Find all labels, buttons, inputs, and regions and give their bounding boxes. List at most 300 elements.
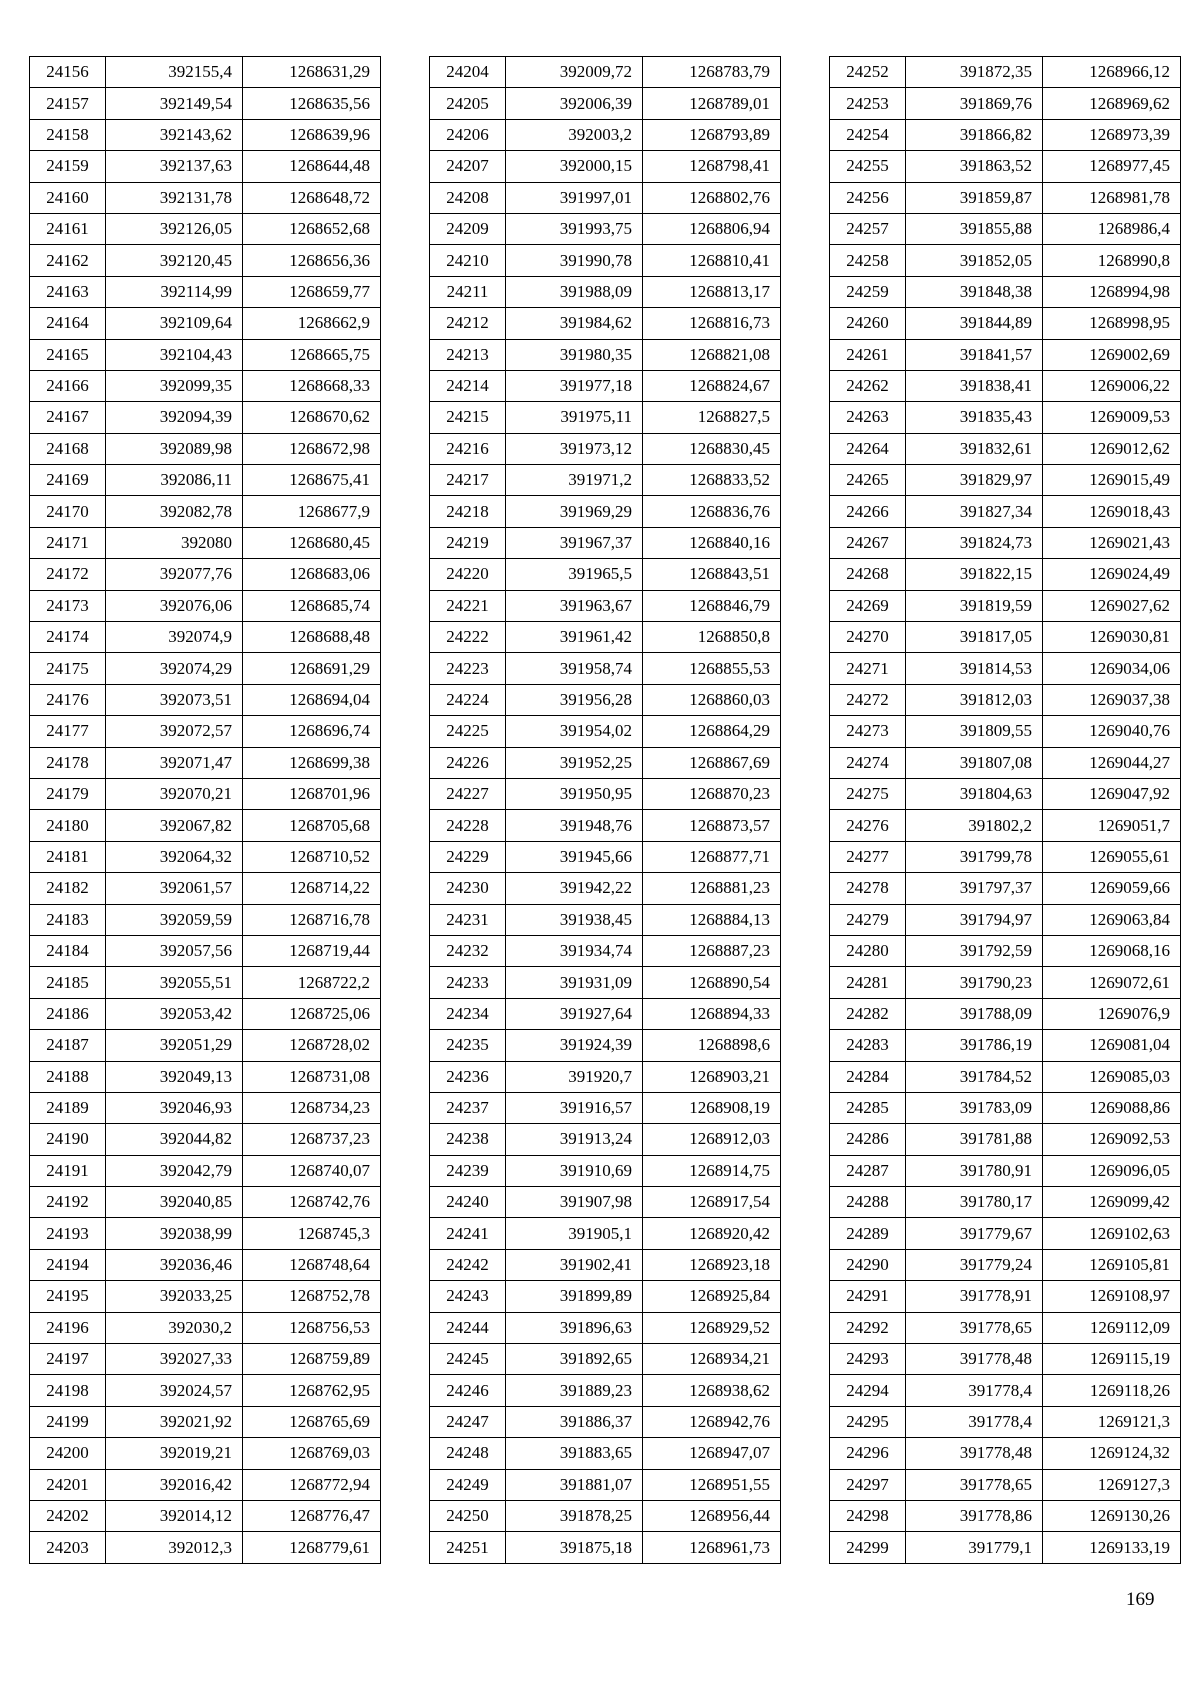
y-coordinate-cell: 1268719,44 [243,935,381,966]
x-coordinate-cell: 391838,41 [906,370,1043,401]
table-row [30,151,381,182]
y-coordinate-cell: 1269121,3 [1043,1406,1181,1437]
y-coordinate-cell: 1268846,79 [643,590,781,621]
y-coordinate-cell: 1268779,61 [243,1532,381,1563]
point-number-cell: 24240 [430,1187,506,1218]
point-number-cell: 24286 [830,1124,906,1155]
point-number-cell: 24258 [830,245,906,276]
table-row [30,967,381,998]
y-coordinate-cell: 1269118,26 [1043,1375,1181,1406]
y-coordinate-cell: 1268877,71 [643,841,781,872]
point-number-cell: 24199 [30,1406,106,1437]
x-coordinate-cell: 392009,72 [506,57,643,88]
table-row [30,1500,381,1531]
y-coordinate-cell: 1268843,51 [643,559,781,590]
x-coordinate-cell: 391965,5 [506,559,643,590]
y-coordinate-cell: 1269081,04 [1043,1030,1181,1061]
x-coordinate-cell: 391971,2 [506,465,643,496]
point-number-cell: 24234 [430,998,506,1029]
y-coordinate-cell: 1269088,86 [1043,1092,1181,1123]
x-coordinate-cell: 391875,18 [506,1532,643,1563]
y-coordinate-cell: 1268772,94 [243,1469,381,1500]
table-row [30,684,381,715]
table-row [830,1344,1181,1375]
x-coordinate-cell: 391892,65 [506,1344,643,1375]
x-coordinate-cell: 391954,02 [506,716,643,747]
x-coordinate-cell: 392094,39 [106,402,243,433]
y-coordinate-cell: 1268934,21 [643,1344,781,1375]
y-coordinate-cell: 1269133,19 [1043,1532,1181,1563]
x-coordinate-cell: 391780,91 [906,1155,1043,1186]
table-row [30,810,381,841]
y-coordinate-cell: 1269076,9 [1043,998,1181,1029]
point-number-cell: 24180 [30,810,106,841]
y-coordinate-cell: 1269037,38 [1043,684,1181,715]
point-number-cell: 24268 [830,559,906,590]
table-row [830,433,1181,464]
y-coordinate-cell: 1269021,43 [1043,527,1181,558]
point-number-cell: 24274 [830,747,906,778]
x-coordinate-cell: 391802,2 [906,810,1043,841]
y-coordinate-cell: 1269055,61 [1043,841,1181,872]
point-number-cell: 24160 [30,182,106,213]
y-coordinate-cell: 1268914,75 [643,1155,781,1186]
point-number-cell: 24179 [30,778,106,809]
table-row [30,622,381,653]
table-row [430,998,781,1029]
x-coordinate-cell: 391788,09 [906,998,1043,1029]
table-row [830,1061,1181,1092]
table-row [30,1061,381,1092]
x-coordinate-cell: 391786,19 [906,1030,1043,1061]
y-coordinate-cell: 1268802,76 [643,182,781,213]
y-coordinate-cell: 1268668,33 [243,370,381,401]
point-number-cell: 24237 [430,1092,506,1123]
x-coordinate-cell: 391832,61 [906,433,1043,464]
table-row [30,904,381,935]
x-coordinate-cell: 391896,63 [506,1312,643,1343]
y-coordinate-cell: 1268850,8 [643,622,781,653]
point-number-cell: 24246 [430,1375,506,1406]
table-row [830,88,1181,119]
point-number-cell: 24299 [830,1532,906,1563]
table-row [430,1344,781,1375]
y-coordinate-cell: 1268639,96 [243,119,381,150]
table-row [430,433,781,464]
point-number-cell: 24178 [30,747,106,778]
table-row [430,1187,781,1218]
y-coordinate-cell: 1268938,62 [643,1375,781,1406]
point-number-cell: 24223 [430,653,506,684]
table-row [830,935,1181,966]
x-coordinate-cell: 391988,09 [506,276,643,307]
x-coordinate-cell: 391852,05 [906,245,1043,276]
table-row [430,1438,781,1469]
y-coordinate-cell: 1268881,23 [643,873,781,904]
x-coordinate-cell: 391809,55 [906,716,1043,747]
point-number-cell: 24229 [430,841,506,872]
x-coordinate-cell: 391984,62 [506,308,643,339]
y-coordinate-cell: 1268860,03 [643,684,781,715]
table-row [830,1124,1181,1155]
point-number-cell: 24297 [830,1469,906,1500]
x-coordinate-cell: 392143,62 [106,119,243,150]
table-row [30,1344,381,1375]
x-coordinate-cell: 391783,09 [906,1092,1043,1123]
table-row [830,1406,1181,1437]
point-number-cell: 24295 [830,1406,906,1437]
table-row [830,339,1181,370]
table-row [830,716,1181,747]
x-coordinate-cell: 391878,25 [506,1500,643,1531]
table-row [430,1030,781,1061]
y-coordinate-cell: 1268816,73 [643,308,781,339]
table-row [30,1218,381,1249]
table-row [30,496,381,527]
y-coordinate-cell: 1268776,47 [243,1500,381,1531]
y-coordinate-cell: 1268631,29 [243,57,381,88]
y-coordinate-cell: 1268714,22 [243,873,381,904]
y-coordinate-cell: 1269115,19 [1043,1344,1181,1375]
y-coordinate-cell: 1268769,03 [243,1438,381,1469]
point-number-cell: 24239 [430,1155,506,1186]
y-coordinate-cell: 1268680,45 [243,527,381,558]
table-row [430,1218,781,1249]
y-coordinate-cell: 1269099,42 [1043,1187,1181,1218]
point-number-cell: 24205 [430,88,506,119]
point-number-cell: 24198 [30,1375,106,1406]
point-number-cell: 24161 [30,213,106,244]
table-row [830,873,1181,904]
point-number-cell: 24290 [830,1249,906,1280]
y-coordinate-cell: 1268929,52 [643,1312,781,1343]
y-coordinate-cell: 1269034,06 [1043,653,1181,684]
x-coordinate-cell: 391948,76 [506,810,643,841]
point-number-cell: 24221 [430,590,506,621]
y-coordinate-cell: 1268734,23 [243,1092,381,1123]
point-number-cell: 24251 [430,1532,506,1563]
point-number-cell: 24225 [430,716,506,747]
x-coordinate-cell: 391859,87 [906,182,1043,213]
table-row [430,653,781,684]
x-coordinate-cell: 391784,52 [906,1061,1043,1092]
y-coordinate-cell: 1268942,76 [643,1406,781,1437]
y-coordinate-cell: 1269015,49 [1043,465,1181,496]
table-row [830,653,1181,684]
x-coordinate-cell: 392019,21 [106,1438,243,1469]
table-row [430,841,781,872]
x-coordinate-cell: 392074,9 [106,622,243,653]
y-coordinate-cell: 1269108,97 [1043,1281,1181,1312]
y-coordinate-cell: 1269102,63 [1043,1218,1181,1249]
x-coordinate-cell: 392003,2 [506,119,643,150]
point-number-cell: 24231 [430,904,506,935]
point-number-cell: 24158 [30,119,106,150]
y-coordinate-cell: 1268685,74 [243,590,381,621]
x-coordinate-cell: 391993,75 [506,213,643,244]
table-row [430,1061,781,1092]
x-coordinate-cell: 391973,12 [506,433,643,464]
y-coordinate-cell: 1268656,36 [243,245,381,276]
y-coordinate-cell: 1268683,06 [243,559,381,590]
point-number-cell: 24191 [30,1155,106,1186]
point-number-cell: 24192 [30,1187,106,1218]
point-number-cell: 24247 [430,1406,506,1437]
table-row [30,1155,381,1186]
x-coordinate-cell: 391924,39 [506,1030,643,1061]
y-coordinate-cell: 1268635,56 [243,88,381,119]
point-number-cell: 24207 [430,151,506,182]
x-coordinate-cell: 392027,33 [106,1344,243,1375]
point-number-cell: 24230 [430,873,506,904]
x-coordinate-cell: 392049,13 [106,1061,243,1092]
point-number-cell: 24194 [30,1249,106,1280]
table-row [830,1532,1181,1563]
x-coordinate-cell: 392114,99 [106,276,243,307]
point-number-cell: 24175 [30,653,106,684]
point-number-cell: 24284 [830,1061,906,1092]
y-coordinate-cell: 1268716,78 [243,904,381,935]
table-row [830,841,1181,872]
table-row [30,747,381,778]
table-row [830,308,1181,339]
x-coordinate-cell: 392067,82 [106,810,243,841]
x-coordinate-cell: 391778,65 [906,1469,1043,1500]
y-coordinate-cell: 1268884,13 [643,904,781,935]
table-row [830,810,1181,841]
y-coordinate-cell: 1269006,22 [1043,370,1181,401]
point-number-cell: 24216 [430,433,506,464]
table-row [30,433,381,464]
table-row [430,747,781,778]
point-number-cell: 24185 [30,967,106,998]
table-row [430,213,781,244]
x-coordinate-cell: 391872,35 [906,57,1043,88]
x-coordinate-cell: 391841,57 [906,339,1043,370]
y-coordinate-cell: 1269127,3 [1043,1469,1181,1500]
x-coordinate-cell: 392089,98 [106,433,243,464]
table-row [30,1438,381,1469]
x-coordinate-cell: 391997,01 [506,182,643,213]
y-coordinate-cell: 1268986,4 [1043,213,1181,244]
point-number-cell: 24226 [430,747,506,778]
point-number-cell: 24186 [30,998,106,1029]
table-row [830,151,1181,182]
y-coordinate-cell: 1268903,21 [643,1061,781,1092]
y-coordinate-cell: 1268699,38 [243,747,381,778]
x-coordinate-cell: 391814,53 [906,653,1043,684]
y-coordinate-cell: 1269012,62 [1043,433,1181,464]
y-coordinate-cell: 1268665,75 [243,339,381,370]
y-coordinate-cell: 1268990,8 [1043,245,1181,276]
y-coordinate-cell: 1268765,69 [243,1406,381,1437]
table-row [30,1187,381,1218]
point-number-cell: 24227 [430,778,506,809]
point-number-cell: 24163 [30,276,106,307]
table-row [430,1281,781,1312]
table-row [30,339,381,370]
table-row [430,559,781,590]
point-number-cell: 24262 [830,370,906,401]
table-row [430,716,781,747]
point-number-cell: 24252 [830,57,906,88]
x-coordinate-cell: 392061,57 [106,873,243,904]
point-number-cell: 24263 [830,402,906,433]
table-row [430,182,781,213]
point-number-cell: 24209 [430,213,506,244]
y-coordinate-cell: 1268728,02 [243,1030,381,1061]
y-coordinate-cell: 1268821,08 [643,339,781,370]
point-number-cell: 24189 [30,1092,106,1123]
point-number-cell: 24203 [30,1532,106,1563]
table-row [30,119,381,150]
table-row [30,88,381,119]
table-row [430,1375,781,1406]
table-row [30,1281,381,1312]
y-coordinate-cell: 1268789,01 [643,88,781,119]
table-row [30,1124,381,1155]
x-coordinate-cell: 391794,97 [906,904,1043,935]
point-number-cell: 24190 [30,1124,106,1155]
x-coordinate-cell: 391889,23 [506,1375,643,1406]
table-row [30,308,381,339]
x-coordinate-cell: 391961,42 [506,622,643,653]
x-coordinate-cell: 392082,78 [106,496,243,527]
y-coordinate-cell: 1268873,57 [643,810,781,841]
point-number-cell: 24196 [30,1312,106,1343]
table-row [830,1249,1181,1280]
point-number-cell: 24169 [30,465,106,496]
x-coordinate-cell: 391778,4 [906,1406,1043,1437]
x-coordinate-cell: 391844,89 [906,308,1043,339]
y-coordinate-cell: 1268675,41 [243,465,381,496]
point-number-cell: 24210 [430,245,506,276]
point-number-cell: 24195 [30,1281,106,1312]
x-coordinate-cell: 391907,98 [506,1187,643,1218]
x-coordinate-cell: 391778,4 [906,1375,1043,1406]
point-number-cell: 24232 [430,935,506,966]
point-number-cell: 24271 [830,653,906,684]
point-number-cell: 24183 [30,904,106,935]
y-coordinate-cell: 1268966,12 [1043,57,1181,88]
table-row [430,622,781,653]
point-number-cell: 24156 [30,57,106,88]
point-number-cell: 24250 [430,1500,506,1531]
x-coordinate-cell: 391778,86 [906,1500,1043,1531]
table-row [830,57,1181,88]
table-row [830,1281,1181,1312]
point-number-cell: 24267 [830,527,906,558]
y-coordinate-cell: 1269018,43 [1043,496,1181,527]
table-row [30,57,381,88]
point-number-cell: 24202 [30,1500,106,1531]
table-row [830,967,1181,998]
y-coordinate-cell: 1269024,49 [1043,559,1181,590]
x-coordinate-cell: 391910,69 [506,1155,643,1186]
x-coordinate-cell: 391881,07 [506,1469,643,1500]
y-coordinate-cell: 1268798,41 [643,151,781,182]
y-coordinate-cell: 1269072,61 [1043,967,1181,998]
table-row [30,276,381,307]
x-coordinate-cell: 391969,29 [506,496,643,527]
x-coordinate-cell: 391790,23 [906,967,1043,998]
x-coordinate-cell: 391958,74 [506,653,643,684]
y-coordinate-cell: 1268951,55 [643,1469,781,1500]
point-number-cell: 24167 [30,402,106,433]
x-coordinate-cell: 392051,29 [106,1030,243,1061]
point-number-cell: 24166 [30,370,106,401]
x-coordinate-cell: 391945,66 [506,841,643,872]
y-coordinate-cell: 1268833,52 [643,465,781,496]
x-coordinate-cell: 391779,67 [906,1218,1043,1249]
x-coordinate-cell: 391779,24 [906,1249,1043,1280]
point-number-cell: 24233 [430,967,506,998]
x-coordinate-cell: 392021,92 [106,1406,243,1437]
x-coordinate-cell: 391797,37 [906,873,1043,904]
y-coordinate-cell: 1269040,76 [1043,716,1181,747]
table-row [430,339,781,370]
table-row [30,527,381,558]
table-row [430,1124,781,1155]
table-row [30,245,381,276]
table-row [30,778,381,809]
table-row [30,590,381,621]
x-coordinate-cell: 391913,24 [506,1124,643,1155]
y-coordinate-cell: 1268659,77 [243,276,381,307]
point-number-cell: 24165 [30,339,106,370]
point-number-cell: 24184 [30,935,106,966]
point-number-cell: 24182 [30,873,106,904]
y-coordinate-cell: 1268890,54 [643,967,781,998]
x-coordinate-cell: 391905,1 [506,1218,643,1249]
x-coordinate-cell: 391931,09 [506,967,643,998]
table-row [430,276,781,307]
x-coordinate-cell: 392057,56 [106,935,243,966]
x-coordinate-cell: 392038,99 [106,1218,243,1249]
table-row [830,1469,1181,1500]
point-number-cell: 24264 [830,433,906,464]
point-number-cell: 24275 [830,778,906,809]
x-coordinate-cell: 391781,88 [906,1124,1043,1155]
table-row [430,465,781,496]
x-coordinate-cell: 392137,63 [106,151,243,182]
table-row [430,370,781,401]
y-coordinate-cell: 1268705,68 [243,810,381,841]
table-row [30,653,381,684]
point-number-cell: 24293 [830,1344,906,1375]
x-coordinate-cell: 392016,42 [106,1469,243,1500]
table-row [430,1155,781,1186]
point-number-cell: 24243 [430,1281,506,1312]
y-coordinate-cell: 1268648,72 [243,182,381,213]
point-number-cell: 24200 [30,1438,106,1469]
table-row [30,1030,381,1061]
y-coordinate-cell: 1268745,3 [243,1218,381,1249]
point-number-cell: 24249 [430,1469,506,1500]
point-number-cell: 24254 [830,119,906,150]
point-number-cell: 24159 [30,151,106,182]
x-coordinate-cell: 391950,95 [506,778,643,809]
x-coordinate-cell: 392072,57 [106,716,243,747]
x-coordinate-cell: 392053,42 [106,998,243,1029]
x-coordinate-cell: 392131,78 [106,182,243,213]
table-row [830,1155,1181,1186]
y-coordinate-cell: 1269063,84 [1043,904,1181,935]
point-number-cell: 24236 [430,1061,506,1092]
table-row [430,1249,781,1280]
y-coordinate-cell: 1268670,62 [243,402,381,433]
point-number-cell: 24256 [830,182,906,213]
